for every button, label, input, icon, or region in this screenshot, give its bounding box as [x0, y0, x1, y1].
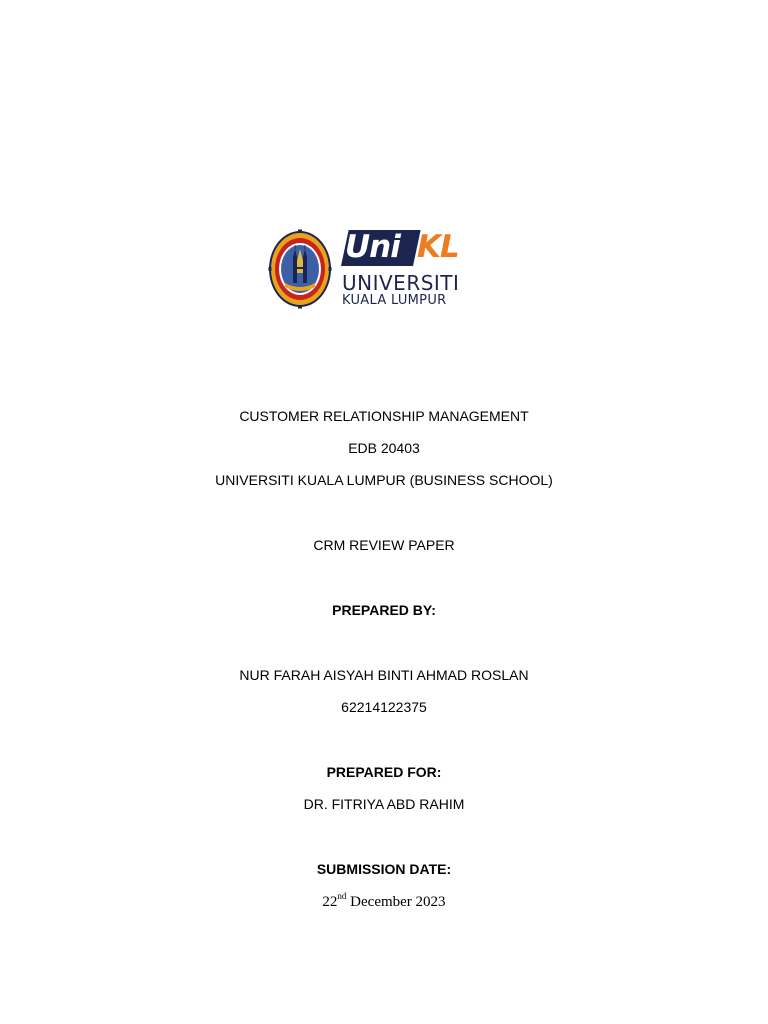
institution-name: UNIVERSITI KUALA LUMPUR (BUSINESS SCHOOL)	[215, 472, 553, 488]
submission-day: 22	[322, 894, 338, 910]
wordmark-universiti: UNIVERSITI	[342, 271, 460, 295]
prepared-for-heading: PREPARED FOR:	[326, 764, 442, 780]
unikl-logo	[268, 227, 468, 311]
submission-date	[0, 893, 768, 911]
wordmark-kl: KL	[417, 229, 459, 265]
wordmark-kuala-lumpur: KUALA LUMPUR	[342, 293, 447, 308]
lecturer-name: DR. FITRIYA ABD RAHIM	[303, 796, 465, 812]
submission-month-year: December 2023	[350, 894, 446, 910]
university-crest-icon	[268, 229, 332, 309]
course-code: EDB 20403	[348, 440, 420, 456]
wordmark-uni: Uni	[345, 229, 400, 265]
submission-ordinal: nd	[337, 891, 347, 901]
document-title: CRM REVIEW PAPER	[313, 537, 455, 553]
student-id: 62214122375	[341, 699, 427, 715]
unikl-wordmark	[341, 227, 466, 311]
submission-date-heading: SUBMISSION DATE:	[316, 861, 452, 877]
student-name: NUR FARAH AISYAH BINTI AHMAD ROSLAN	[239, 667, 529, 683]
prepared-by-heading: PREPARED BY:	[332, 602, 436, 618]
course-name: CUSTOMER RELATIONSHIP MANAGEMENT	[239, 408, 529, 424]
